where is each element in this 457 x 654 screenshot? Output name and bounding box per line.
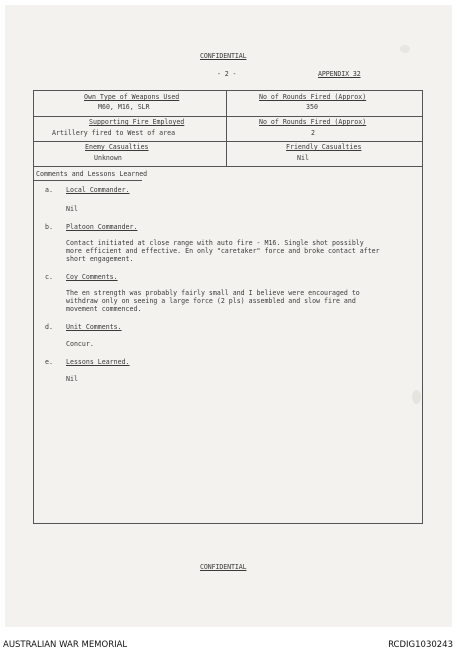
lessons-heading: Comments and Lessons Learned [36, 170, 148, 178]
friendly-casualties-value: Nil [297, 154, 309, 162]
friendly-casualties-heading: Friendly Casualties [286, 143, 362, 151]
punch-hole-mark [412, 390, 421, 404]
lessons-heading-underline [34, 180, 142, 181]
rounds-fired-heading: No of Rounds Fired (Approx) [259, 93, 367, 101]
enemy-casualties-heading: Enemy Casualties [85, 143, 149, 151]
item-e-body: Nil [66, 375, 78, 383]
row-divider [34, 116, 422, 117]
item-c-letter: c. [45, 273, 53, 281]
row-divider [34, 141, 422, 142]
item-d-title: Unit Comments. [66, 323, 122, 331]
item-a-title: Local Commander. [66, 186, 130, 194]
item-b-line: short engagement. [66, 255, 134, 263]
page-number: - 2 - [217, 70, 237, 78]
weapons-used-heading: Own Type of Weapons Used [84, 93, 180, 101]
item-d-body: Concur. [66, 340, 94, 348]
item-b-line: more efficient and effective. En only "caretaker" force and broke contact after [66, 247, 380, 255]
item-c-line: The en strength was probably fairly small and I believe were encouraged to [66, 289, 360, 297]
classification-top: CONFIDENTIAL [200, 52, 247, 60]
item-c-title: Coy Comments. [66, 273, 118, 281]
weapons-used-value: M60, M16, SLR [98, 103, 150, 111]
item-b-letter: b. [45, 223, 53, 231]
supporting-fire-value: Artillery fired to West of area [52, 129, 176, 137]
column-divider [226, 91, 227, 166]
archive-name: AUSTRALIAN WAR MEMORIAL [3, 640, 128, 650]
item-e-title: Lessons Learned. [66, 358, 130, 366]
punch-hole-mark [400, 45, 410, 53]
support-rounds-value: 2 [311, 129, 315, 137]
classification-bottom: CONFIDENTIAL [200, 563, 247, 571]
supporting-fire-heading: Supporting Fire Employed [89, 118, 185, 126]
item-c-line: movement commenced. [66, 305, 142, 313]
enemy-casualties-value: Unknown [94, 154, 122, 162]
support-rounds-heading: No of Rounds Fired (Approx) [259, 118, 367, 126]
rounds-fired-value: 350 [306, 103, 318, 111]
row-divider [34, 166, 422, 167]
item-b-title: Platoon Commander. [66, 223, 138, 231]
item-a-body: Nil [66, 205, 78, 213]
item-e-letter: e. [45, 358, 53, 366]
item-c-line: withdraw only on seeing a large force (2 pls) assembled and slow fire and [66, 297, 356, 305]
report-table [33, 90, 423, 524]
archive-footer [0, 634, 457, 654]
appendix-label: APPENDIX 32 [318, 70, 361, 78]
item-a-letter: a. [45, 186, 53, 194]
archive-id: RCDIG1030243 [388, 640, 453, 650]
item-b-line: Contact initiated at close range with auto fire - M16. Single shot possibly [66, 239, 364, 247]
item-d-letter: d. [45, 323, 53, 331]
